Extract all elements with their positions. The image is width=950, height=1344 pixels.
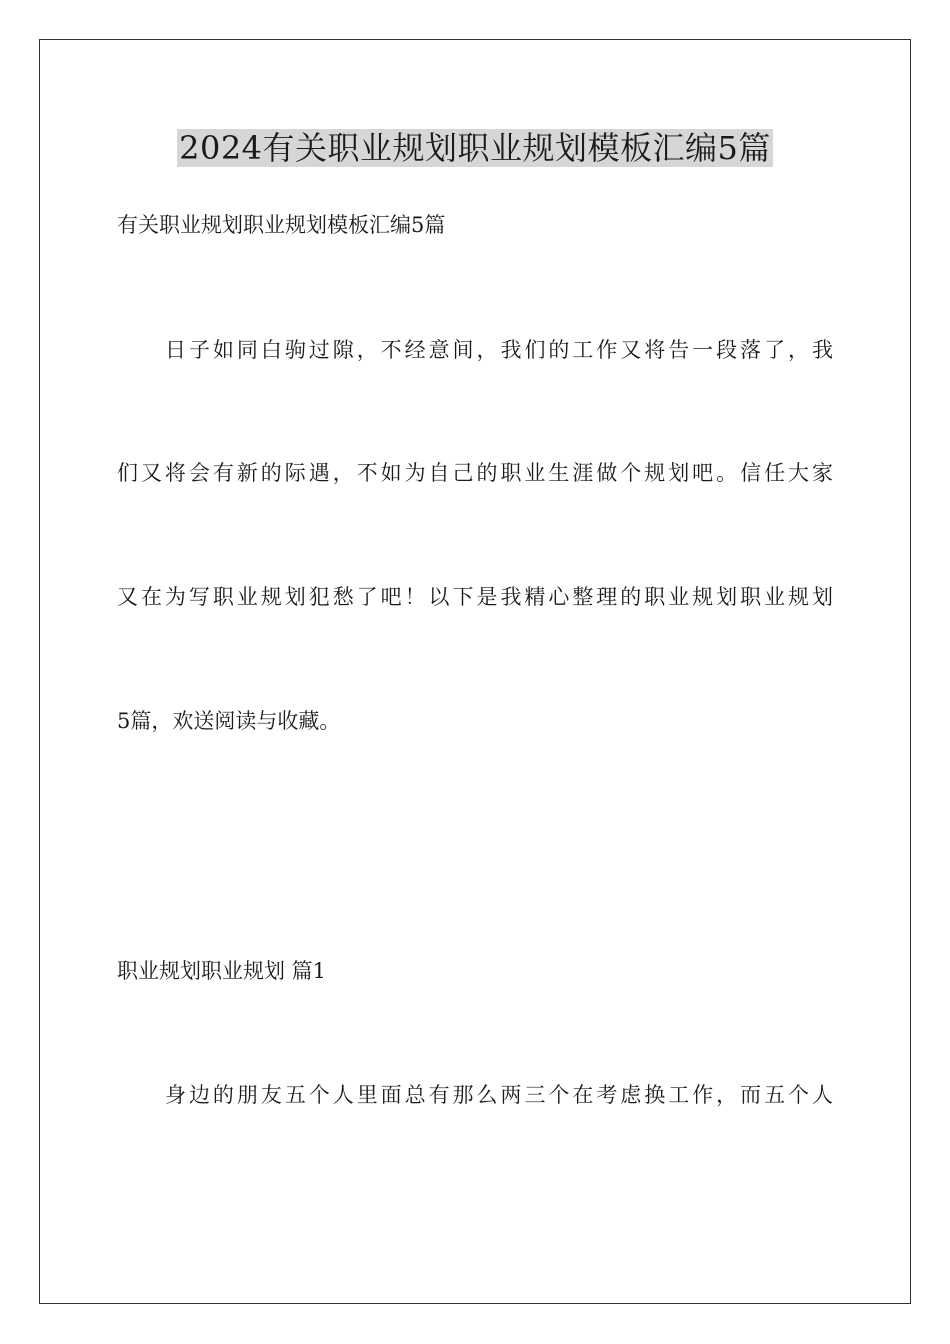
section-heading: 职业规划职业规划 篇1 bbox=[117, 959, 327, 983]
section-line-1: 身边的朋友五个人里面总有那么两三个在考虑换工作，而五个人 bbox=[165, 1083, 833, 1107]
intro-line-3: 又在为写职业规划犯愁了吧！以下是我精心整理的职业规划职业规划 bbox=[117, 585, 833, 609]
intro-line-1: 日子如同白驹过隙，不经意间，我们的工作又将告一段落了，我 bbox=[165, 338, 833, 362]
document-title bbox=[0, 128, 950, 168]
document-title-text: 2024有关职业规划职业规划模板汇编5篇 bbox=[179, 129, 771, 167]
intro-line-2: 们又将会有新的际遇，不如为自己的职业生涯做个规划吧。信任大家 bbox=[117, 461, 833, 485]
intro-line-4: 5篇，欢送阅读与收藏。 bbox=[117, 709, 341, 733]
document-subtitle: 有关职业规划职业规划模板汇编5篇 bbox=[117, 213, 446, 237]
